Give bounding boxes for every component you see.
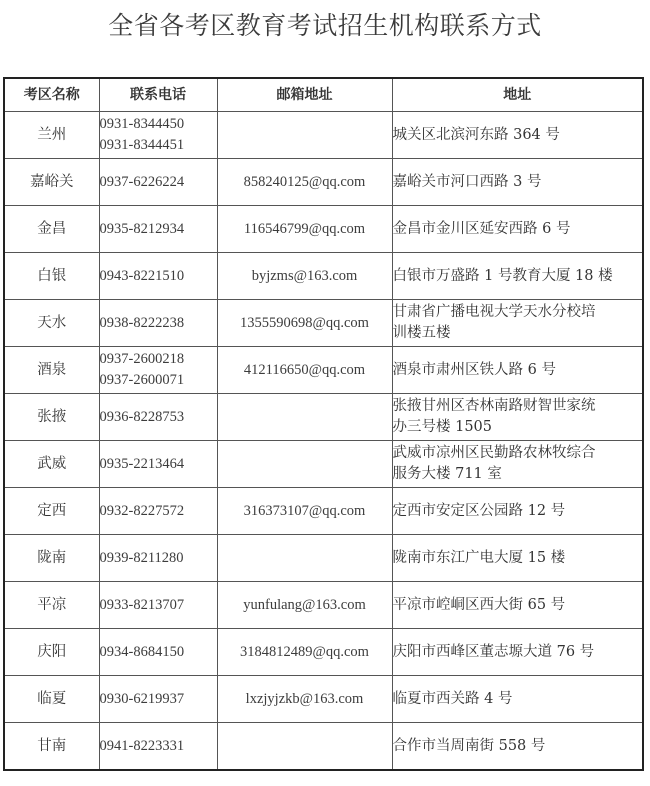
header-region: 考区名称 — [4, 78, 99, 112]
phone-number: 0937-2600071 — [99, 372, 185, 388]
region-cell: 陇南 — [4, 535, 99, 582]
address-line: 白银市万盛路 1 号教育大厦 18 楼 — [392, 267, 613, 284]
phone-number: 0943-8221510 — [99, 267, 185, 284]
address-line: 服务大楼 711 室 — [392, 466, 502, 482]
phone-cell — [99, 347, 217, 394]
phone-number: 0932-8227572 — [99, 502, 185, 519]
region-cell: 定西 — [4, 488, 99, 535]
address-line: 金昌市金川区延安西路 6 号 — [392, 220, 571, 237]
address-cell — [392, 300, 643, 347]
address-line: 嘉峪关市河口西路 3 号 — [392, 173, 542, 190]
phone-cell — [99, 488, 217, 535]
phone-cell — [99, 394, 217, 441]
phone-cell — [99, 253, 217, 300]
address-line: 陇南市东江广电大厦 15 楼 — [392, 549, 566, 566]
region-cell: 甘南 — [4, 723, 99, 771]
address-cell — [392, 582, 643, 629]
table-row — [4, 676, 643, 723]
email-cell: 116546799@qq.com — [217, 206, 392, 253]
table-row — [4, 206, 643, 253]
address-line: 张掖甘州区杏林南路财智世家统 — [392, 398, 596, 414]
address-cell — [392, 206, 643, 253]
phone-number: 0935-8212934 — [99, 220, 185, 237]
phone-number: 0931-8344450 — [99, 116, 185, 132]
email-cell: 412116650@qq.com — [217, 347, 392, 394]
table-row — [4, 394, 643, 441]
region-cell: 金昌 — [4, 206, 99, 253]
table-row — [4, 159, 643, 206]
phone-number: 0938-8222238 — [99, 314, 185, 331]
region-cell: 酒泉 — [4, 347, 99, 394]
address-line: 庆阳市西峰区董志塬大道 76 号 — [392, 643, 595, 660]
phone-cell — [99, 159, 217, 206]
table-row — [4, 488, 643, 535]
phone-cell — [99, 300, 217, 347]
region-cell: 庆阳 — [4, 629, 99, 676]
address-line: 办三号楼 1505 — [392, 419, 493, 435]
phone-number: 0931-8344451 — [99, 137, 185, 153]
phone-cell — [99, 206, 217, 253]
address-line: 酒泉市肃州区铁人路 6 号 — [392, 361, 556, 378]
table-row — [4, 535, 643, 582]
address-cell — [392, 723, 643, 771]
email-cell — [217, 723, 392, 771]
address-cell — [392, 159, 643, 206]
phone-number: 0930-6219937 — [99, 690, 185, 707]
address-line: 武威市凉州区民勤路农林牧综合 — [392, 445, 596, 461]
email-cell: lxzjyjzkb@163.com — [217, 676, 392, 723]
email-cell — [217, 112, 392, 159]
region-cell: 临夏 — [4, 676, 99, 723]
region-cell: 平凉 — [4, 582, 99, 629]
address-cell — [392, 629, 643, 676]
phone-cell — [99, 582, 217, 629]
address-line: 定西市安定区公园路 12 号 — [392, 502, 566, 519]
region-cell: 嘉峪关 — [4, 159, 99, 206]
phone-number: 0936-8228753 — [99, 408, 185, 425]
address-cell — [392, 253, 643, 300]
email-cell: 1355590698@qq.com — [217, 300, 392, 347]
phone-number: 0941-8223331 — [99, 737, 185, 754]
table-row — [4, 347, 643, 394]
page-title: 全省各考区教育考试招生机构联系方式 — [108, 11, 542, 40]
address-line: 城关区北滨河东路 364 号 — [392, 126, 560, 143]
table-row — [4, 582, 643, 629]
address-line: 甘肃省广播电视大学天水分校培 — [392, 304, 596, 320]
email-cell — [217, 394, 392, 441]
address-cell — [392, 441, 643, 488]
table-body — [4, 112, 643, 771]
table-row — [4, 629, 643, 676]
address-cell — [392, 347, 643, 394]
region-cell: 白银 — [4, 253, 99, 300]
phone-number: 0935-2213464 — [99, 455, 185, 472]
phone-number: 0934-8684150 — [99, 643, 185, 660]
phone-cell — [99, 535, 217, 582]
phone-cell — [99, 723, 217, 771]
table-row — [4, 112, 643, 159]
email-cell: 3184812489@qq.com — [217, 629, 392, 676]
email-cell: 858240125@qq.com — [217, 159, 392, 206]
phone-number: 0933-8213707 — [99, 596, 185, 613]
table-row — [4, 723, 643, 771]
address-cell — [392, 112, 643, 159]
phone-cell — [99, 441, 217, 488]
address-line: 平凉市崆峒区西大街 65 号 — [392, 596, 566, 613]
phone-cell — [99, 629, 217, 676]
header-email: 邮箱地址 — [217, 78, 392, 112]
table-row — [4, 441, 643, 488]
table-row — [4, 253, 643, 300]
phone-number: 0937-6226224 — [99, 173, 185, 190]
email-cell: byjzms@163.com — [217, 253, 392, 300]
region-cell: 张掖 — [4, 394, 99, 441]
address-line: 训楼五楼 — [392, 325, 451, 341]
address-cell — [392, 394, 643, 441]
region-cell: 武威 — [4, 441, 99, 488]
email-cell — [217, 441, 392, 488]
email-cell — [217, 535, 392, 582]
address-line: 合作市当周南街 558 号 — [392, 737, 546, 754]
email-cell: 316373107@qq.com — [217, 488, 392, 535]
phone-number: 0937-2600218 — [99, 351, 185, 367]
address-cell — [392, 535, 643, 582]
header-phone: 联系电话 — [99, 78, 217, 112]
phone-cell — [99, 112, 217, 159]
contacts-table — [3, 77, 644, 771]
phone-cell — [99, 676, 217, 723]
address-cell — [392, 676, 643, 723]
email-cell: yunfulang@163.com — [217, 582, 392, 629]
address-cell — [392, 488, 643, 535]
region-cell: 天水 — [4, 300, 99, 347]
table-header-row — [4, 78, 643, 112]
table-row — [4, 300, 643, 347]
phone-number: 0939-8211280 — [99, 549, 184, 566]
address-line: 临夏市西关路 4 号 — [392, 690, 513, 707]
header-address: 地址 — [392, 78, 643, 112]
region-cell: 兰州 — [4, 112, 99, 159]
